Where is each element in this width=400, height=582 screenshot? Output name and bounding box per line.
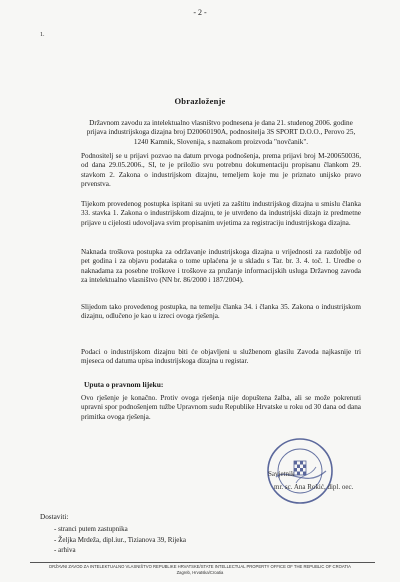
signatory-role: Savjetnik: [268, 470, 295, 478]
document-title: Obrazloženje: [174, 96, 226, 106]
legal-remedy-text: [81, 394, 361, 422]
paragraph-text: Podaci o industrijskom dizajnu biti će objavljeni u službenom glasilu Zavoda najkasnije tri mjeseca od datuma upisa industrijskoga dizajna u registar.: [81, 348, 361, 366]
paragraph-fees: [81, 248, 361, 286]
delivery-label: Dostaviti:: [40, 513, 69, 521]
paragraph-text: Slijedom tako provedenog postupka, na temelju članka 34. i članka 35. Zakona o industrijskom dizajnu, odlučeno je kao u izreci ovoga rješenja.: [81, 303, 361, 321]
footer-office-name: DRŽAVNI ZAVOD ZA INTELEKTUALNO VLASNIŠTVO REPUBLIKE HRVATSKE/STATE INTELLECTUAL PROPERTY OFFICE OF THE REPUBLIC OF CROATIA: [49, 564, 351, 569]
paragraph-text: Državnom zavodu za intelektualno vlasništvo podnesena je dana 21. studenog 2006. godine prijava industrijskoga dizajna broj D20060190A, podnositelja 3S SPORT D.O.O., Perovo 25, 1240 Kamnik, Slovenija, s naznakom proizvoda "novčanik".: [86, 119, 356, 146]
corner-mark: 1.: [40, 32, 45, 38]
paragraph-submission: [81, 119, 361, 147]
paragraph-text: Tijekom provedenog postupka ispitani su uvjeti za zaštitu industrijskog dizajna u smislu članka 33. stavka 1. Zakona o industrijskom dizajnu, te je utvrđeno da industrijski dizajn iz predmetne prijave u cijelosti udovoljava svim propisanim uvjetima za registraciju industrijskoga dizajna.: [81, 200, 361, 227]
paragraph-text: Podnositelj se u prijavi pozvao na datum prvoga podnošenja, prema prijavi broj M-200650036, od dana 29.05.2006., SI, te je priložio svu potrebnu dokumentaciju propisanu člankom 29. stavkom 2. Zakona o industrijskom dizajnu, temeljem koje mu je priznato unijsko pravo prvenstva.: [81, 152, 361, 189]
signatory-name: mr. sc. Ana Rokić, dipl. oec.: [274, 483, 354, 491]
paragraph-decision: [81, 303, 361, 322]
paragraph-text: Naknada troškova postupka za održavanje industrijskoga dizajna u vrijednosti za razdoblje od pet godina i za objavu podataka o tome uplaćena je u skladu s Tar. br. 3. 4. toč. 1. Uredbe o naknadama za posebne troškove i troškove za pružanje informacijskih usluga Državnog zavoda za intelektualno vlasništvo (NN br. 86/2000 i 187/2004).: [81, 248, 361, 285]
footer-divider: [30, 562, 375, 563]
paragraph-examination: [81, 200, 361, 228]
page-number: - 2 -: [193, 8, 207, 17]
legal-remedy-heading: Uputa o pravnom lijeku:: [84, 380, 164, 389]
footer-location: Zagreb, Hrvatska/Croatia: [176, 569, 224, 575]
paragraph-text: Ovo rješenje je konačno. Protiv ovoga rješenja nije dopuštena žalba, ali se može pokrenuti upravni spor podnošenjem tužbe Upravnom sudu Republike Hrvatske u roku od 30 dana od dana primitka ovoga rješenja.: [81, 394, 361, 421]
paragraph-priority: [81, 152, 361, 190]
page-footer: [0, 564, 400, 575]
list-item: - Željka Mrdeža, dipl.iur., Tizianova 39, Rijeka: [54, 535, 186, 546]
paragraph-publication: [81, 348, 361, 367]
list-item: - stranci putem zastupnika: [54, 524, 186, 535]
delivery-list: [54, 524, 186, 556]
list-item: - arhiva: [54, 545, 186, 556]
